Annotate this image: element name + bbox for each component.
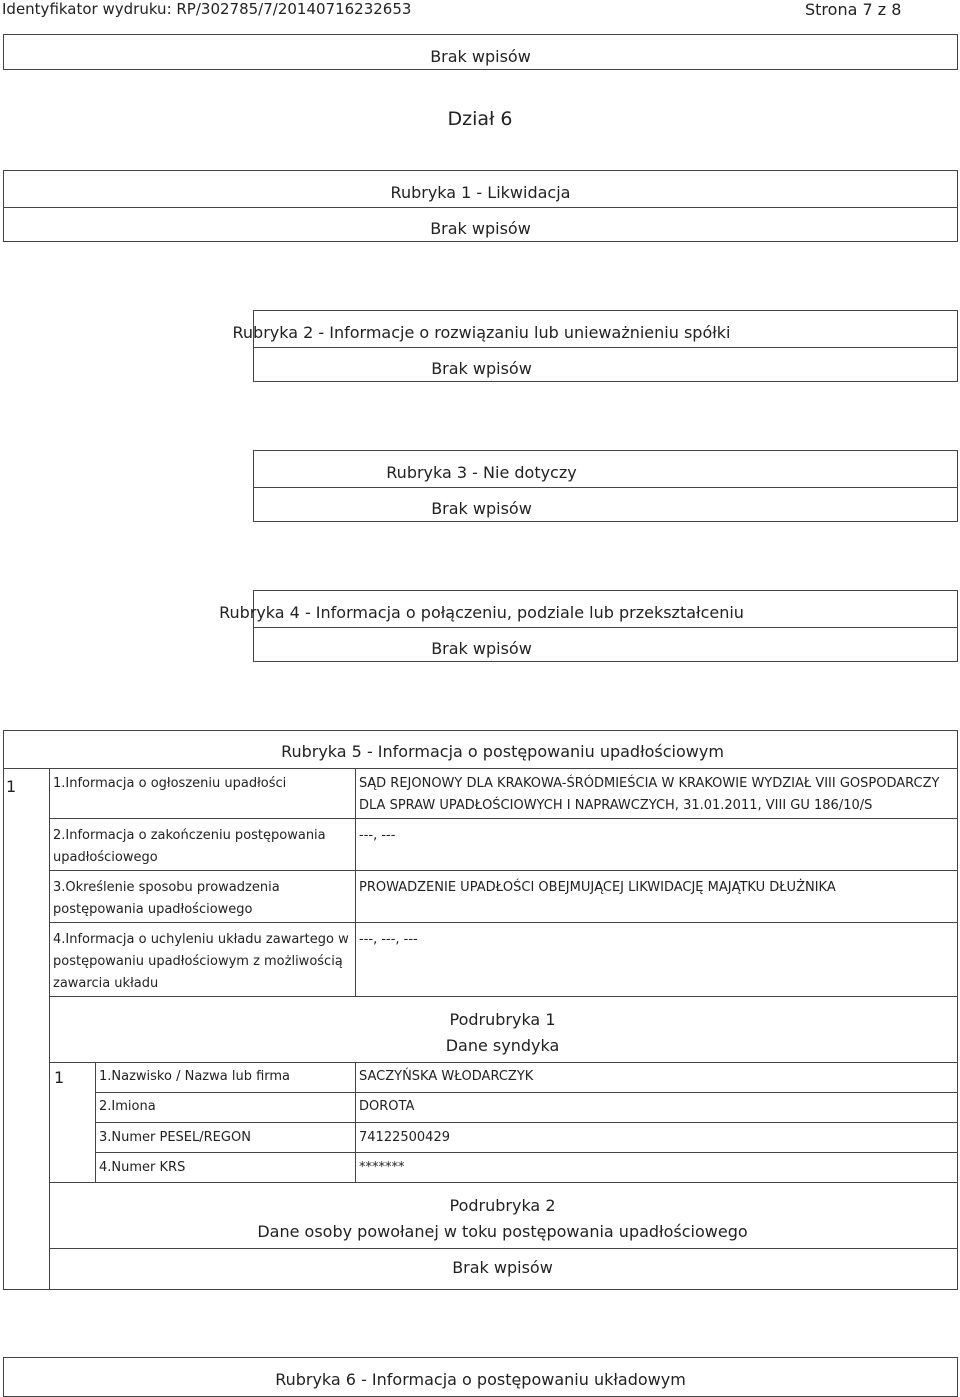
podrubryka-1-title: Podrubryka 1 <box>449 1010 556 1029</box>
syndyk-value-nazwisko: SACZYŃSKA WŁODARCZYK <box>359 1069 534 1084</box>
divider <box>3 768 958 769</box>
podrubryka-1-subtitle: Dane syndyka <box>445 1036 560 1055</box>
rubryka-4-empty: Brak wpisów <box>431 639 532 658</box>
rubryka-3 <box>253 450 958 522</box>
divider <box>254 347 957 348</box>
rubryka-1-title: Rubryka 1 - Likwidacja <box>390 183 571 202</box>
syndyk-label-nazwisko: 1.Nazwisko / Nazwa lub firma <box>99 1069 291 1084</box>
podrubryka-2-title: Podrubryka 2 <box>449 1196 556 1215</box>
field-value-uchylenie: ---, ---, --- <box>359 932 418 947</box>
rubryka-2-title: Rubryka 2 - Informacje o rozwiązaniu lub unieważnieniu spółki <box>232 323 731 342</box>
divider <box>95 1152 958 1153</box>
syndyk-value-krs: ******* <box>359 1160 405 1175</box>
print-identifier: Identyfikator wydruku: RP/302785/7/20140716232653 <box>2 0 412 18</box>
rubryka-4 <box>219 590 958 662</box>
divider <box>254 627 957 628</box>
field-value-sposob: PROWADZENIE UPADŁOŚCI OBEJMUJĄCEJ LIKWIDACJĘ MAJĄTKU DŁUŻNIKA <box>359 880 836 895</box>
rubryka-4-title: Rubryka 4 - Informacja o połączeniu, podziale lub przekształceniu <box>219 603 744 622</box>
divider <box>254 487 957 488</box>
divider <box>49 818 958 819</box>
podrubryka-2-empty: Brak wpisów <box>452 1258 553 1277</box>
page-number: Strona 7 z 8 <box>805 0 902 19</box>
field-value-zakonczenie: ---, --- <box>359 828 396 843</box>
syndyk-label-pesel: 3.Numer PESEL/REGON <box>99 1130 251 1145</box>
divider <box>95 1122 958 1123</box>
divider <box>49 1182 958 1183</box>
divider <box>49 870 958 871</box>
rubryka-5-row-number: 1 <box>6 777 17 796</box>
rubryka-2-empty: Brak wpisów <box>431 359 532 378</box>
rubryka-6-title: Rubryka 6 - Informacja o postępowaniu układowym <box>275 1370 686 1389</box>
top-box <box>3 34 958 70</box>
field-column-line <box>355 768 356 996</box>
rubryka-1 <box>3 170 958 242</box>
field-label-zakonczenie: 2.Informacja o zakończeniu postępowania upadłościowego <box>53 828 326 865</box>
syndyk-value-pesel: 74122500429 <box>359 1130 450 1145</box>
syndyk-label-krs: 4.Numer KRS <box>99 1160 186 1175</box>
field-label-ogloszenie: 1.Informacja o ogłoszeniu upadłości <box>53 776 287 791</box>
podrubryka-2-subtitle: Dane osoby powołanej w toku postępowania upadłościowego <box>257 1222 748 1241</box>
divider <box>95 1092 958 1093</box>
field-label-sposob: 3.Określenie sposobu prowadzenia postępowania upadłościowego <box>53 880 280 917</box>
podrubryka-1-row-number: 1 <box>54 1068 65 1087</box>
field-label-uchylenie: 4.Informacja o uchyleniu układu zawartego w postępowaniu upadłościowym z możliwością zawarcia układu <box>53 932 349 991</box>
rubryka-3-empty: Brak wpisów <box>431 499 532 518</box>
top-box-empty: Brak wpisów <box>430 47 531 66</box>
rubryka-3-title: Rubryka 3 - Nie dotyczy <box>386 463 577 482</box>
syndyk-value-imiona: DOROTA <box>359 1099 415 1114</box>
divider <box>49 922 958 923</box>
section-title: Dział 6 <box>447 108 513 130</box>
divider <box>49 1248 958 1249</box>
divider <box>49 1062 958 1063</box>
rubryka-2 <box>232 310 958 382</box>
rubryka-6 <box>3 1357 958 1397</box>
field-value-ogloszenie: SĄD REJONOWY DLA KRAKOWA-ŚRÓDMIEŚCIA W KRAKOWIE WYDZIAŁ VIII GOSPODARCZY DLA SPRAW UPADŁOŚCIOWYCH I NAPRAWCZYCH, 31.01.2011, VIII GU 186/10/S <box>359 776 940 813</box>
divider <box>49 996 958 997</box>
syndyk-label-imiona: 2.Imiona <box>99 1099 156 1114</box>
rubryka-5-title: Rubryka 5 - Informacja o postępowaniu upadłościowym <box>281 742 724 761</box>
rubryka-1-empty: Brak wpisów <box>430 219 531 238</box>
divider <box>4 207 957 208</box>
